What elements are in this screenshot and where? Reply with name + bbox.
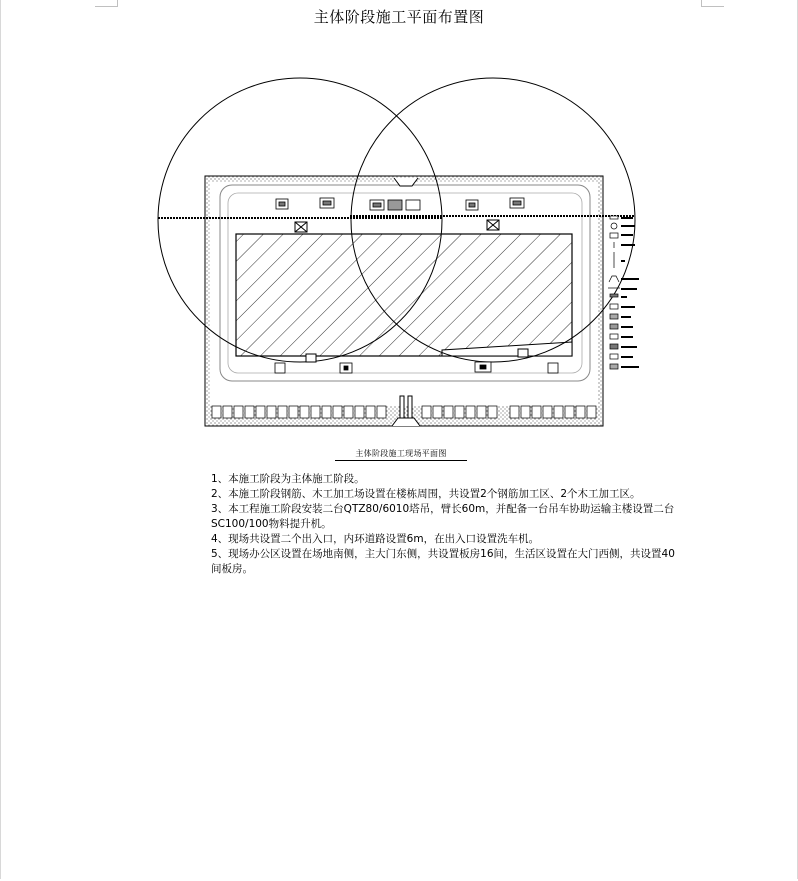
drawing-caption: 主体阶段施工现场平面图 (335, 448, 467, 461)
page-title: 主体阶段施工平面布置图 (313, 8, 485, 26)
note-item: 4、现场共设置二个出入口，内环道路设置6m，在出入口设置洗车机。 (211, 533, 540, 545)
notes-list (211, 472, 681, 577)
main-building (236, 234, 572, 356)
material-hoist (306, 354, 316, 362)
note-item: 3、本工程施工阶段安装二台QTZ80/6010塔吊，臂长60m，并配备一台吊车协助运输主楼设置二台SC100/100物料提升机。 (211, 503, 675, 530)
legend-labels (621, 217, 639, 368)
legend (608, 216, 620, 369)
note-item: 1、本施工阶段为主体施工阶段。 (211, 473, 365, 485)
note-item: 2、本施工阶段钢筋、木工加工场设置在楼栋周围，共设置2个钢筋加工区、2个木工加工区。 (211, 488, 641, 500)
material-hoist (518, 349, 528, 357)
site-plan-drawing (150, 70, 650, 432)
note-item: 5、现场办公区设置在场地南侧，主大门东侧，共设置板房16间，生活区设置在大门西侧，共设置40间板房。 (211, 548, 675, 575)
